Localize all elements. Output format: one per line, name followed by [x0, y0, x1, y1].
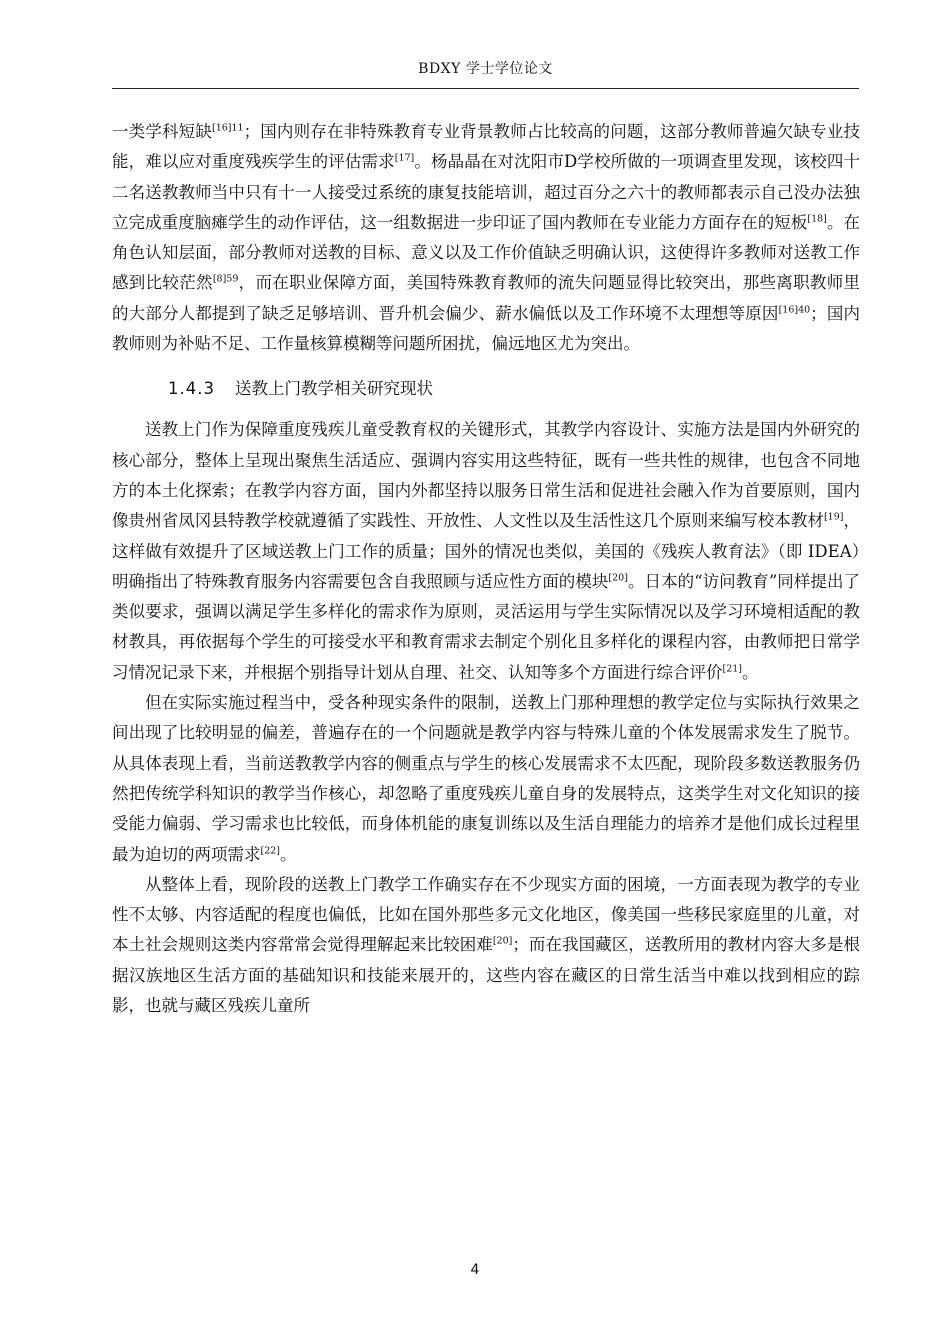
- paragraph-text: 。日本的“访问教育”同样提出了类似要求，强调以满足学生多样化的需求作为原则，灵活运用与学生实际情况以及学习环境相适配的教材教具，再依据每个学生的可接受水平和教育需求去制定个别化且多样化的课程内容，由教师把日常学习情况记录下来，并根据个别指导计划从自理、社交、认知等多个方面进行综合评价: [112, 571, 860, 682]
- paragraph-text: ；而在我国藏区，送教所用的教材内容大多是根据汉族地区生活方面的基础知识和技能来展开的，这些内容在藏区的日常生活当中难以找到相应的踪影，也就与藏区残疾儿童所: [112, 935, 861, 1016]
- paragraph-text: 一类学科短缺: [112, 122, 212, 141]
- paragraph-text: 但在实际实施过程当中，受各种现实条件的限制，送教上门那种理想的教学定位与实际执行效果之间出现了比较明显的偏差，普遍存在的一个问题就是教学内容与特殊儿童的个体发展需求发生了脱节。从具体表现上看，当前送教教学内容的侧重点与学生的核心发展需求不太匹配，现阶段多数送教服务仍然把传统学科知识的教学当作核心，却忽略了重度残疾儿童自身的发展特点，这类学生对文化知识的接受能力偏弱、学习需求也比较低，而身体机能的康复训练以及生活自理能力的培养才是他们成长过程里最为迫切的两项需求: [112, 693, 860, 864]
- citation: [20]: [608, 572, 628, 584]
- citation: [17]: [394, 152, 415, 164]
- section-title: 送教上门教学相关研究现状: [234, 379, 433, 399]
- citation: [20]: [492, 935, 513, 947]
- paragraph-1: [112, 117, 860, 359]
- citation: [19]: [823, 511, 844, 523]
- citation: [8]59: [212, 273, 239, 285]
- paragraph-text: 。杨晶晶在对沈阳市D学校所做的一项调查里发现，该校四十二名送教教师当中只有十一人接受过系统的康复技能培训，超过百分之六十的教师都表示自己没办法独立完成重度脑瘫学生的动作评估，这一组数据进一步印证了国内教师在专业能力方面存在的短板: [112, 152, 861, 232]
- paragraph-text: ；国内教师则为补贴不足、工作量核算模糊等问题所困扰，偏远地区尤为突出。: [112, 303, 861, 354]
- section-number: 1.4.3: [168, 379, 215, 399]
- paragraph-text: 。: [280, 844, 297, 864]
- citation: [16]11: [212, 122, 244, 134]
- citation: [18]: [807, 213, 827, 225]
- page-body: [112, 117, 860, 1021]
- paragraph-text: 从整体上看，现阶段的送教上门教学工作确实存在不少现实方面的困境，一方面表现为教学的专业性不太够、内容适配的程度也偏低，比如在国外那些多元文化地区，像美国一些移民家庭里的儿童，对本土社会规则这类内容常常会觉得理解起来比较困难: [112, 874, 860, 955]
- page-header: BDXY 学士学位论文: [418, 61, 553, 77]
- paragraph-2: [112, 415, 860, 688]
- section-heading: [168, 374, 860, 404]
- header-rule: [112, 88, 859, 89]
- paragraph-4: [112, 870, 860, 1021]
- paragraph-text: ，而在职业保障方面，美国特殊教育教师的流失问题显得比较突出，那些离职教师里的大部分人都提到了缺乏足够培训、晋升机会偏少、薪水偏低以及工作环境不太理想等原因: [112, 273, 861, 323]
- paragraph-text: 。在角色认知层面，部分教师对送教的目标、意义以及工作价值缺乏明确认识，这使得许多教师对送教工作感到比较茫然: [112, 212, 861, 293]
- paragraph-text: ，这样做有效提升了区域送教上门工作的质量；国外的情况也类似，美国的《残疾人教育法》（即 IDEA）明确指出了特殊教育服务内容需要包含自我照顾与适应性方面的模块: [112, 511, 861, 591]
- paragraph-text: ；国内则存在非特殊教育专业背景教师占比较高的问题，这部分教师普遍欠缺专业技能，难以应对重度残疾学生的评估需求: [112, 122, 861, 172]
- paragraph-text: 送教上门作为保障重度残疾儿童受教育权的关键形式，其教学内容设计、实施方法是国内外研究的核心部分，整体上呈现出聚焦生活适应、强调内容实用这些特征，既有一些共性的规律，也包含不同地方的本土化探索；在教学内容方面，国内外都坚持以服务日常生活和促进社会融入作为首要原则，国内像贵州省凤冈县特教学校就遵循了实践性、开放性、人文性以及生活性这几个原则来编写校本教材: [112, 420, 860, 531]
- citation: [22]: [260, 845, 281, 857]
- citation: [21]: [722, 663, 743, 675]
- citation: [16]40: [778, 304, 811, 316]
- paragraph-3: [112, 688, 860, 870]
- page-number: 4: [470, 1262, 480, 1278]
- paragraph-text: 。: [742, 662, 759, 682]
